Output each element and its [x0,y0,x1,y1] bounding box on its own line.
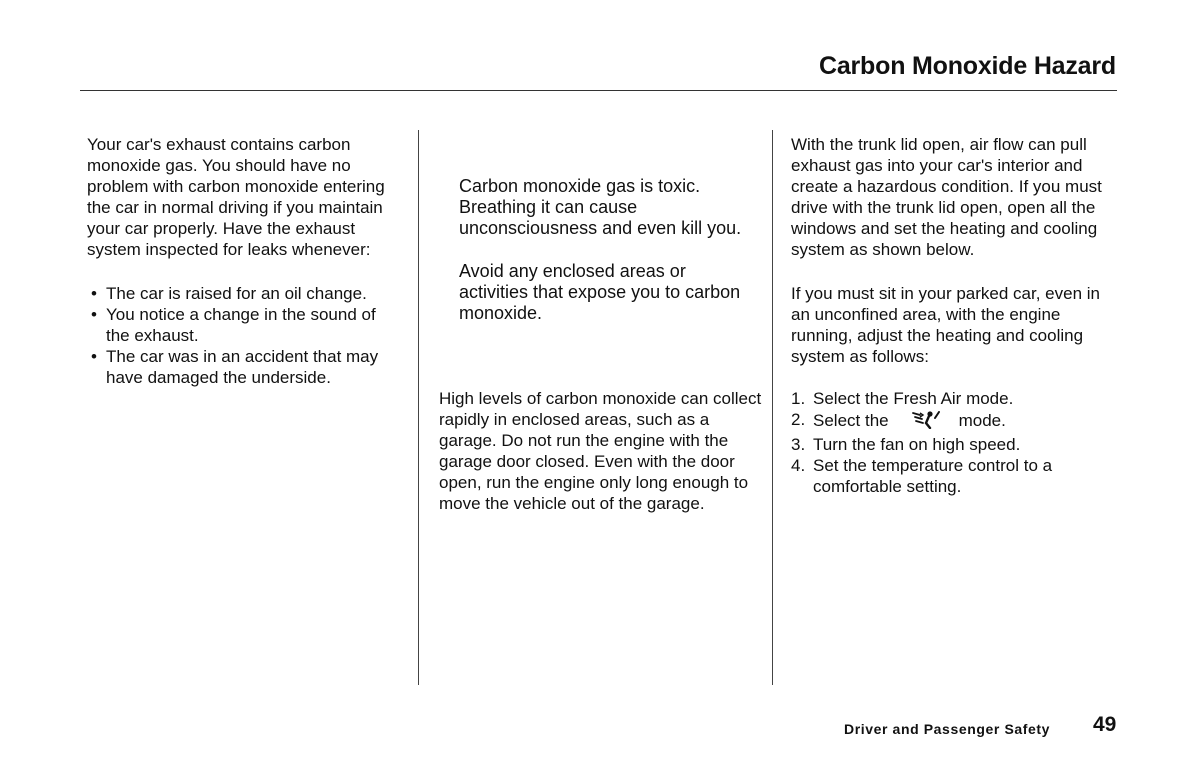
inspection-conditions-list [87,283,403,388]
step-text: Set the temperature control to a comfortable setting. [813,456,1053,497]
vent-mode-icon [911,409,941,434]
parked-car-paragraph: If you must sit in your parked car, even in an unconfined area, with the engine running, adjust the heating and cooling system as follows: [791,283,1100,366]
column-divider-left [418,130,419,685]
column-3 [791,134,1119,497]
intro-paragraph: Your car's exhaust contains carbon monoxide gas. You should have no problem with carbon monoxide entering the car in normal driving if you maintain your car properly. Have the exhaust system inspected for leaks whenever: [87,135,385,260]
step-number: 3. [791,435,806,455]
page-number: 49 [1093,713,1117,736]
warning-box [459,176,749,324]
garage-paragraph: High levels of carbon monoxide can collect rapidly in enclosed areas, such as a garage. Do not run the engine with the garage door closed. Even with the door open, run the engine only long enough to move the vehicle out of the garage. [439,389,762,514]
warning-text-avoid: Avoid any enclosed areas or activities that expose you to carbon monoxide. [459,260,741,324]
column-2-body [439,388,764,515]
column-1 [87,134,403,388]
page-title: Carbon Monoxide Hazard [818,52,1116,80]
warning-text-toxic: Carbon monoxide gas is toxic. Breathing it can cause unconsciousness and even kill you. [459,176,742,239]
list-item [791,455,1119,497]
step-number: 1. [791,388,806,408]
list-item [791,409,1119,434]
step-text: Select the Fresh Air mode. [813,388,1014,408]
list-item: • The car is raised for an oil change. [87,283,403,304]
step-number: 4. [791,456,806,476]
list-item: • The car was in an accident that may have damaged the underside. [87,346,403,388]
step-number: 2. [791,410,806,430]
trunk-lid-paragraph: With the trunk lid open, air flow can pull exhaust gas into your car's interior and create a hazardous condition. If you must drive with the trunk lid open, open all the windows and set the heating and cooling system as shown below. [791,135,1102,260]
step-text: Select the [813,411,889,431]
footer-section-title: Driver and Passenger Safety [844,721,1051,737]
column-divider-right [772,130,773,685]
climate-steps-list [791,388,1119,497]
step-text: Turn the fan on high speed. [813,435,1021,455]
step-text: mode. [958,411,1006,431]
list-item: • You notice a change in the sound of the exhaust. [87,304,403,346]
list-item [791,388,1119,409]
list-item [791,434,1119,455]
title-rule [80,90,1117,91]
